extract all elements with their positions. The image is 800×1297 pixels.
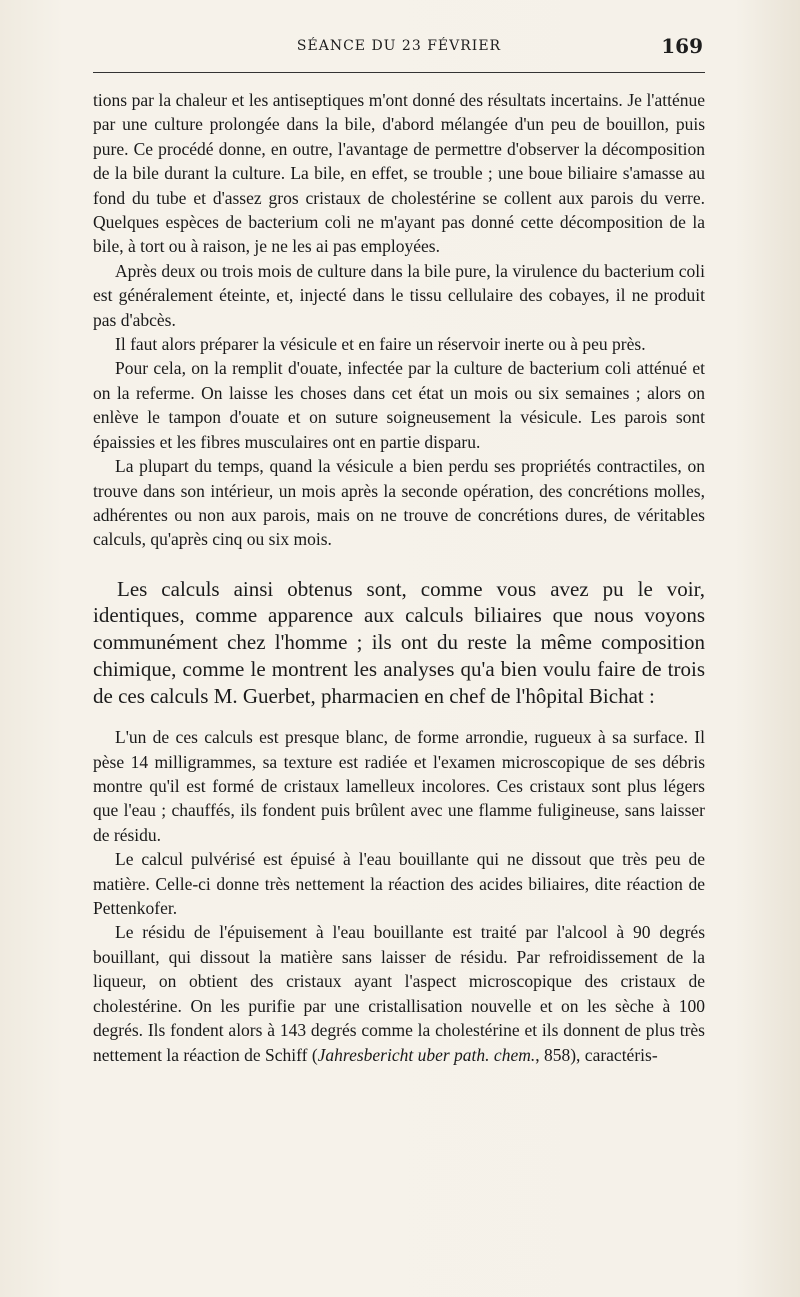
paragraph xyxy=(93,920,705,1066)
paragraph: L'un de ces calculs est presque blanc, de forme arrondie, rugueux à sa surface. Il pèse 14 milligrammes, sa texture est radiée et l'examen microscopique de ses débris montre qu'il est formé de cristaux lamelleux incolores. Ces cristaux sont plus légers que l'eau ; chauffés, ils fondent puis brûlent avec une flamme fuligineuse, sans laisser de résidu. xyxy=(93,727,705,845)
header-rule xyxy=(93,72,705,73)
running-head xyxy=(93,34,705,60)
page-number: 169 xyxy=(661,34,703,58)
paragraph: Le calcul pulvérisé est épuisé à l'eau bouillante qui ne dissout que très peu de matière. Celle-ci donne très nettement la réaction des acides biliaires, dite réaction de Pettenkofer. xyxy=(93,849,705,919)
text-block-large xyxy=(93,576,705,710)
paragraph: tions par la chaleur et les antiseptiques m'ont donné des résultats incertains. Je l'atténue par une culture prolongée dans la bile, d'abord mélangée d'un peu de bouillon, puis pure. Ce procédé donne, en outre, l'avantage de permettre d'observer la décomposition de la bile durant la culture. La bile, en effet, se trouble ; une boue biliaire s'amasse au fond du tube et d'assez gros cristaux de cholestérine se collent aux parois du verre. Quelques espèces de bacterium coli ne m'ayant pas donné cette décomposition de la bile, à tort ou à raison, je ne les ai pas employées. xyxy=(93,90,705,257)
paragraph-text: , 858), caractéris- xyxy=(535,1044,658,1065)
paragraph: La plupart du temps, quand la vésicule a bien perdu ses propriétés contractiles, on trouve dans son intérieur, un mois après la seconde opération, des concrétions molles, adhérentes ou non aux parois, mais on ne trouve de concrétions dures, de véritables calculs, qu'après cinq ou six mois. xyxy=(93,456,705,550)
citation-title: Jahresbericht uber path. chem. xyxy=(317,1044,536,1065)
running-title: SÉANCE DU 23 FÉVRIER xyxy=(296,38,502,54)
paragraph: Les calculs ainsi obtenus sont, comme vous avez pu le voir, identiques, comme apparence aux calculs biliaires que nous voyons communément chez l'homme ; ils ont du reste la même composition chimique, comme le montrent les analyses qu'a bien voulu faire de trois de ces calculs M. Guerbet, pharmacien en chef de l'hôpital Bichat : xyxy=(93,576,705,708)
paragraph: Il faut alors préparer la vésicule et en faire un réservoir inerte ou à peu près. xyxy=(115,334,646,355)
text-block-top xyxy=(93,88,705,552)
page-body xyxy=(93,88,705,1067)
paragraph: Pour cela, on la remplit d'ouate, infectée par la culture de bacterium coli atténué et on la referme. On laisse les choses dans cet état un mois ou six semaines ; alors on enlève le tampon d'ouate et on suture soigneusement la vésicule. Les parois sont épaissies et les fibres musculaires ont en partie disparu. xyxy=(93,358,705,452)
paragraph-text: Le résidu de l'épuisement à l'eau bouillante est traité par l'alcool à 90 degrés bouillant, qui dissout la matière sans laisser de résidu. Par refroidissement de la liqueur, on obtient des cristaux ayant l'aspect microscopique des cristaux de cholestérine. On les purifie par une cristallisation nouvelle et on les sèche à 100 degrés. Ils fondent alors à 143 degrés comme la cholestérine et ils donnent de plus très nettement la réaction de Schiff ( xyxy=(93,922,705,1065)
text-block-bottom xyxy=(93,725,705,1067)
paragraph: Après deux ou trois mois de culture dans la bile pure, la virulence du bacterium coli est généralement éteinte, et, injecté dans le tissu cellulaire des cobayes, il ne produit pas d'abcès. xyxy=(93,260,705,330)
